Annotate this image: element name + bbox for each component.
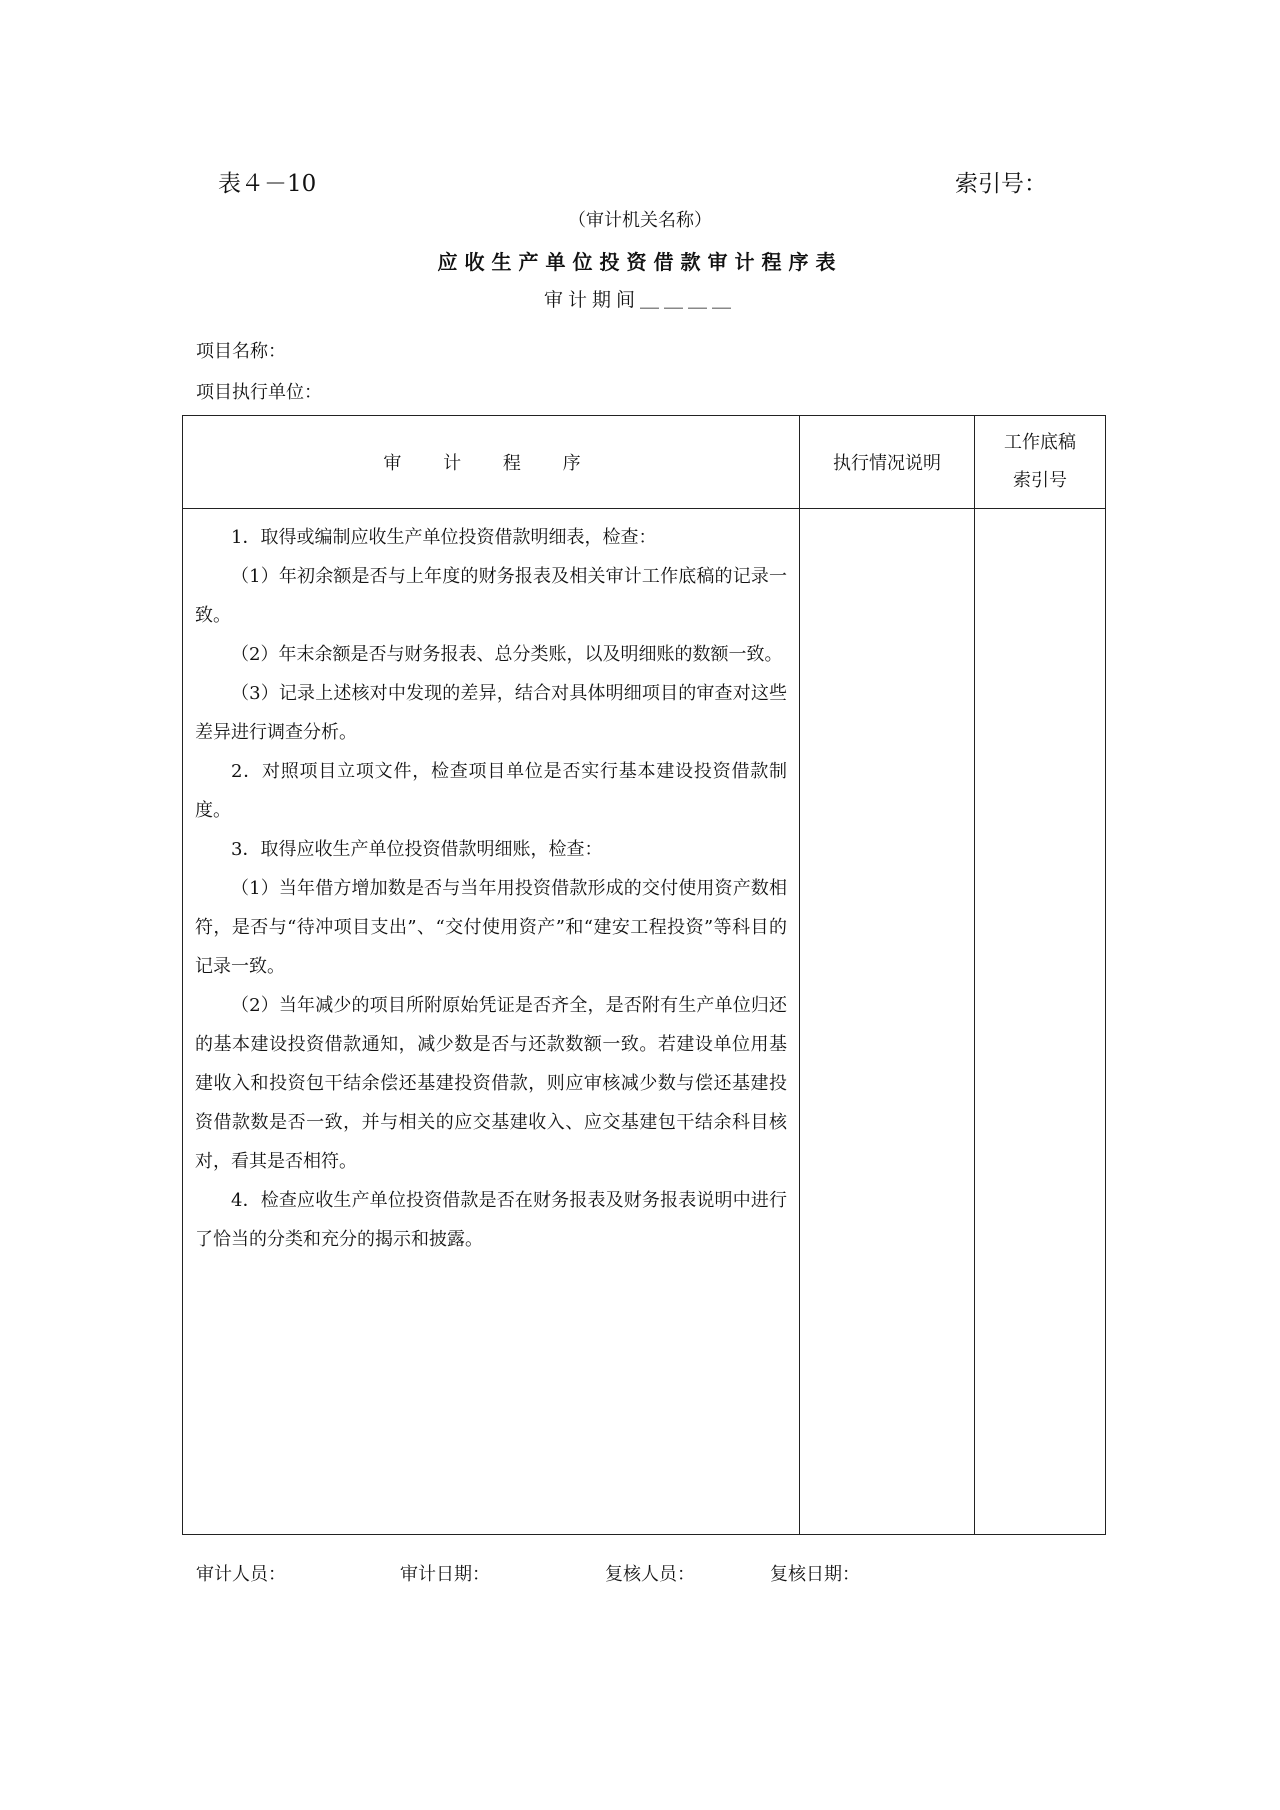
reviewer-label: 复核人员： bbox=[605, 1564, 695, 1585]
table-number: 表４－10 bbox=[218, 171, 317, 197]
procedure-paragraph: （1）当年借方增加数是否与当年用投资借款形成的交付使用资产数相符，是否与“待冲项目支出”、“交付使用资产”和“建安工程投资”等科目的记录一致。 bbox=[195, 878, 787, 977]
header-procedure: 审 计 程 序 bbox=[383, 453, 599, 474]
audit-organization-name: （审计机关名称） bbox=[568, 210, 712, 231]
procedure-paragraph: （2）年末余额是否与财务报表、总分类账，以及明细账的数额一致。 bbox=[231, 644, 783, 665]
audit-period: 审计期间＿＿＿＿ bbox=[543, 289, 736, 311]
procedure-paragraph: 2．对照项目立项文件，检查项目单位是否实行基本建设投资借款制度。 bbox=[195, 761, 787, 821]
project-name-label: 项目名称： bbox=[196, 341, 286, 362]
header-divider bbox=[183, 508, 1105, 509]
procedure-paragraph: 3．取得应收生产单位投资借款明细账，检查： bbox=[231, 839, 603, 860]
column-divider bbox=[974, 416, 975, 1534]
header-workpaper-line1: 工作底稿 bbox=[1004, 432, 1076, 453]
procedure-paragraph: （3）记录上述核对中发现的差异，结合对具体明细项目的审查对这些差异进行调查分析。 bbox=[195, 683, 787, 743]
header-workpaper-line2: 索引号 bbox=[1013, 470, 1067, 491]
audit-date-label: 审计日期： bbox=[400, 1564, 490, 1585]
procedure-content bbox=[195, 518, 787, 1259]
procedure-paragraph: 1．取得或编制应收生产单位投资借款明细表，检查： bbox=[231, 527, 657, 548]
review-date-label: 复核日期： bbox=[770, 1564, 860, 1585]
procedure-paragraph: （2）当年减少的项目所附原始凭证是否齐全，是否附有生产单位归还的基本建设投资借款通知，减少数是否与还款数额一致。若建设单位用基建收入和投资包干结余偿还基建投资借款，则应审核减少数与偿还基建投资借款数是否一致，并与相关的应交基建收入、应交基建包干结余科目核对，看其是否相符。 bbox=[195, 995, 787, 1172]
procedure-paragraph: （1）年初余额是否与上年度的财务报表及相关审计工作底稿的记录一致。 bbox=[195, 566, 787, 626]
column-divider bbox=[799, 416, 800, 1534]
header-workpaper-index bbox=[975, 416, 1105, 508]
project-exec-unit-label: 项目执行单位： bbox=[196, 382, 322, 403]
auditor-label: 审计人员： bbox=[196, 1564, 286, 1585]
audit-procedure-table bbox=[182, 415, 1106, 1535]
index-number-label: 索引号： bbox=[955, 171, 1047, 197]
header-execution-notes: 执行情况说明 bbox=[833, 453, 941, 474]
page-title: 应收生产单位投资借款审计程序表 bbox=[437, 250, 843, 274]
procedure-paragraph: 4．检查应收生产单位投资借款是否在财务报表及财务报表说明中进行了恰当的分类和充分的揭示和披露。 bbox=[195, 1190, 787, 1250]
